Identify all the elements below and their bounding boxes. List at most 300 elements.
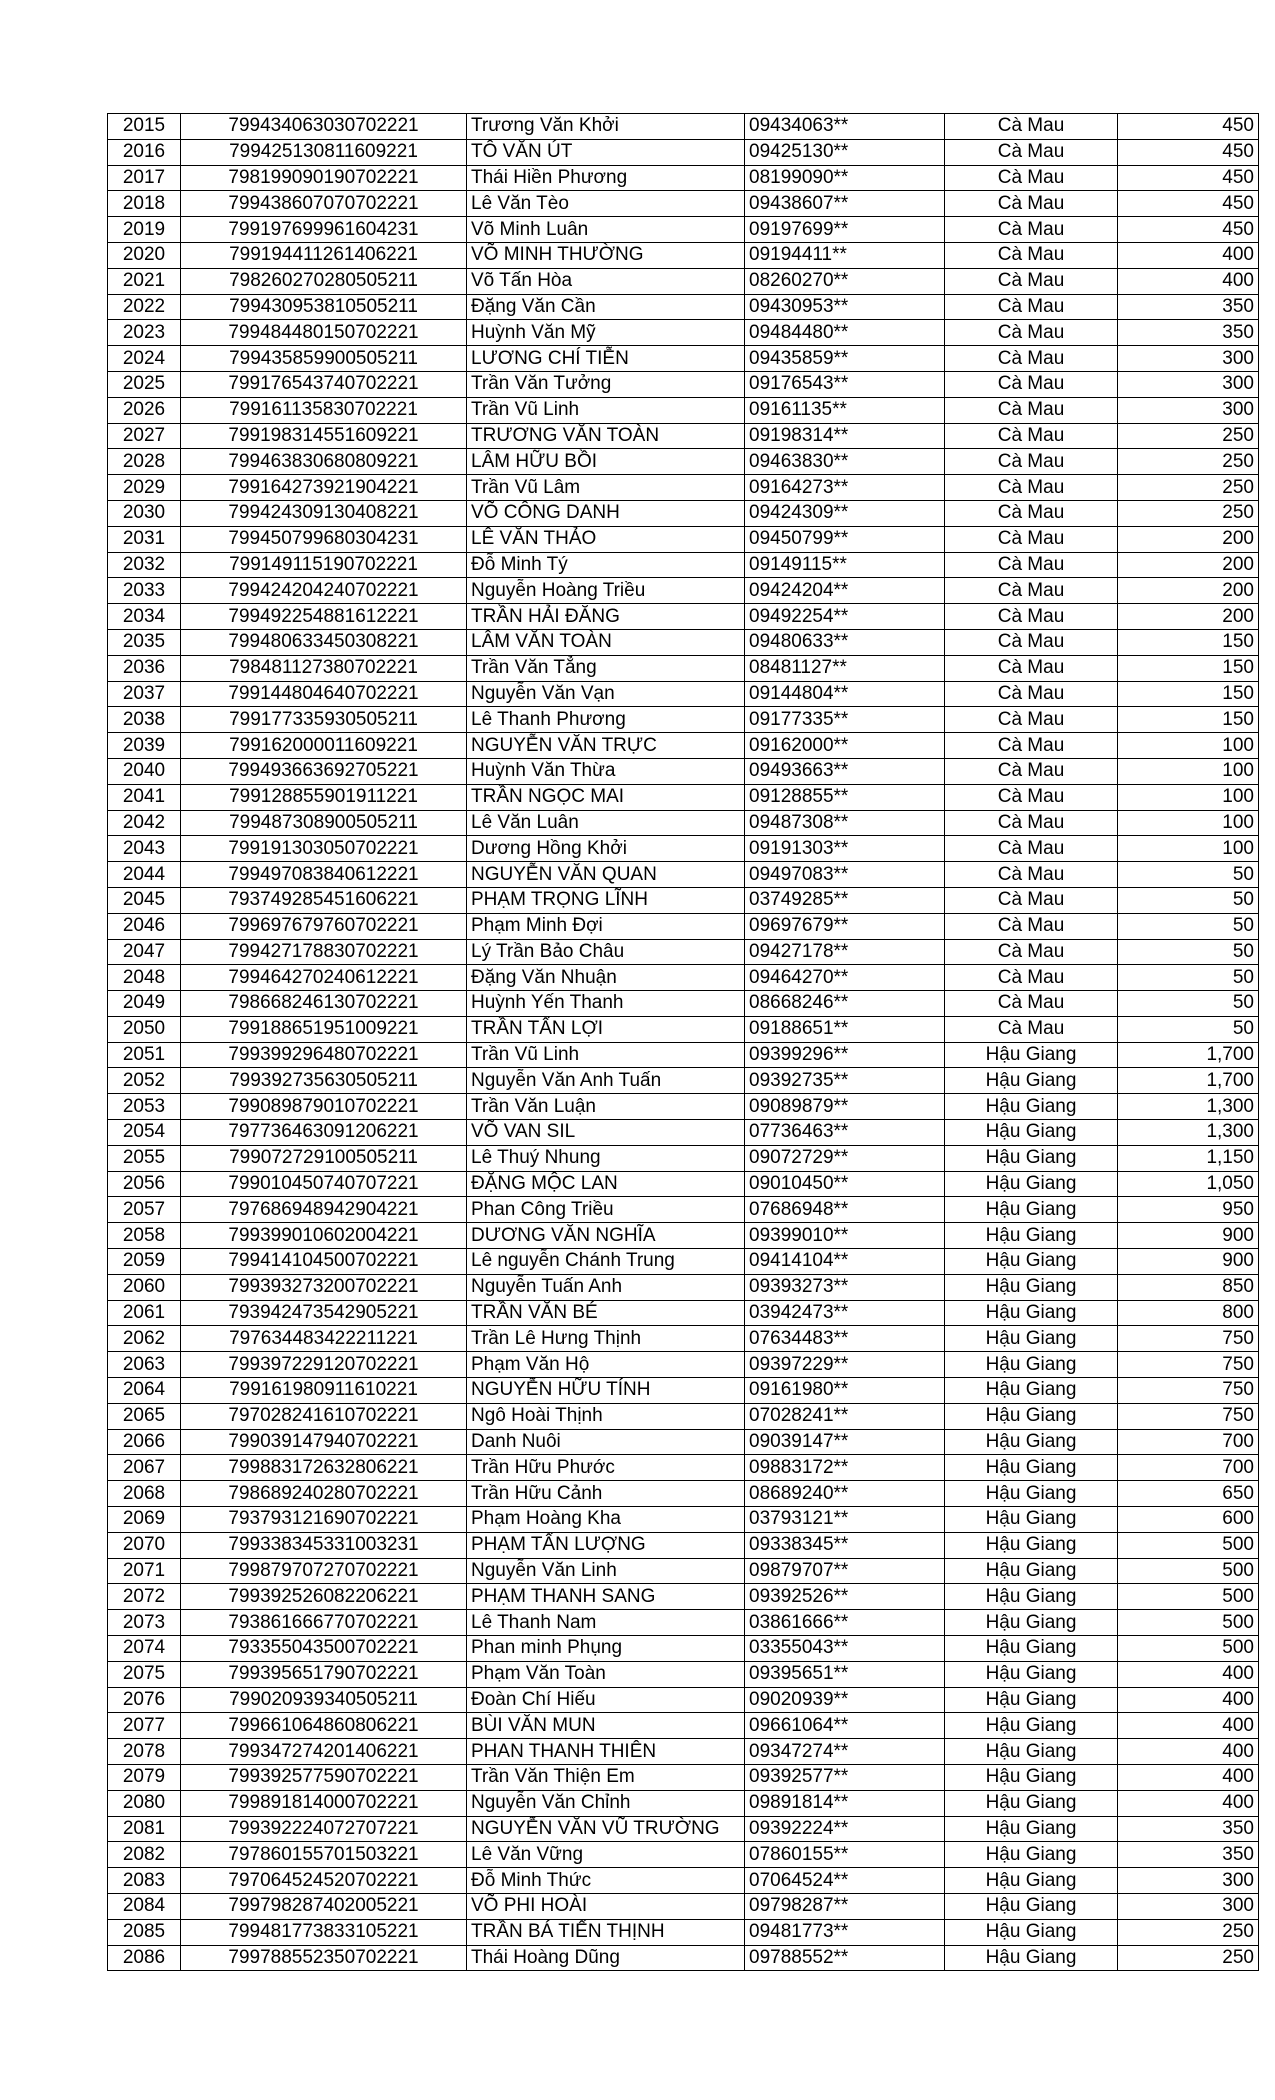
phone-cell: 09487308** bbox=[745, 810, 945, 836]
account-id-cell: 799176543740702221 bbox=[181, 371, 467, 397]
account-id-cell: 793355043500702221 bbox=[181, 1636, 467, 1662]
phone-cell: 03749285** bbox=[745, 887, 945, 913]
amount-cell: 250 bbox=[1118, 475, 1259, 501]
row-number-cell: 2023 bbox=[108, 320, 181, 346]
table-row bbox=[108, 991, 1259, 1017]
full-name-cell: Nguyễn Văn Anh Tuấn bbox=[467, 1068, 745, 1094]
phone-cell: 09697679** bbox=[745, 913, 945, 939]
amount-cell: 900 bbox=[1118, 1223, 1259, 1249]
province-cell: Cà Mau bbox=[945, 836, 1118, 862]
row-number-cell: 2061 bbox=[108, 1300, 181, 1326]
table-row bbox=[108, 655, 1259, 681]
amount-cell: 200 bbox=[1118, 578, 1259, 604]
amount-cell: 800 bbox=[1118, 1300, 1259, 1326]
table-row bbox=[108, 1893, 1259, 1919]
account-id-cell: 798481127380702221 bbox=[181, 655, 467, 681]
phone-cell: 09399010** bbox=[745, 1223, 945, 1249]
full-name-cell: Lý Trần Bảo Châu bbox=[467, 939, 745, 965]
phone-cell: 09161135** bbox=[745, 397, 945, 423]
amount-cell: 350 bbox=[1118, 1842, 1259, 1868]
account-id-cell: 799492254881612221 bbox=[181, 604, 467, 630]
row-number-cell: 2057 bbox=[108, 1197, 181, 1223]
row-number-cell: 2034 bbox=[108, 604, 181, 630]
row-number-cell: 2022 bbox=[108, 294, 181, 320]
amount-cell: 50 bbox=[1118, 913, 1259, 939]
phone-cell: 09392224** bbox=[745, 1816, 945, 1842]
row-number-cell: 2047 bbox=[108, 939, 181, 965]
row-number-cell: 2049 bbox=[108, 991, 181, 1017]
account-id-cell: 799161980911610221 bbox=[181, 1378, 467, 1404]
table-row bbox=[108, 939, 1259, 965]
amount-cell: 300 bbox=[1118, 1868, 1259, 1894]
full-name-cell: DƯƠNG VĂN NGHĨA bbox=[467, 1223, 745, 1249]
amount-cell: 450 bbox=[1118, 165, 1259, 191]
full-name-cell: Trần Vũ Lâm bbox=[467, 475, 745, 501]
full-name-cell: TÔ VĂN ÚT bbox=[467, 139, 745, 165]
amount-cell: 100 bbox=[1118, 810, 1259, 836]
province-cell: Hậu Giang bbox=[945, 1532, 1118, 1558]
table-row bbox=[108, 862, 1259, 888]
phone-cell: 09191303** bbox=[745, 836, 945, 862]
table-row bbox=[108, 836, 1259, 862]
amount-cell: 150 bbox=[1118, 707, 1259, 733]
phone-cell: 08199090** bbox=[745, 165, 945, 191]
row-number-cell: 2024 bbox=[108, 346, 181, 372]
row-number-cell: 2033 bbox=[108, 578, 181, 604]
account-id-cell: 799399296480702221 bbox=[181, 1042, 467, 1068]
full-name-cell: Trần Vũ Linh bbox=[467, 1042, 745, 1068]
province-cell: Hậu Giang bbox=[945, 1455, 1118, 1481]
full-name-cell: Trần Hữu Cảnh bbox=[467, 1481, 745, 1507]
province-cell: Cà Mau bbox=[945, 604, 1118, 630]
row-number-cell: 2066 bbox=[108, 1429, 181, 1455]
row-number-cell: 2080 bbox=[108, 1790, 181, 1816]
row-number-cell: 2077 bbox=[108, 1713, 181, 1739]
province-cell: Hậu Giang bbox=[945, 1868, 1118, 1894]
full-name-cell: PHẠM TẤN LƯỢNG bbox=[467, 1532, 745, 1558]
table-row bbox=[108, 1455, 1259, 1481]
amount-cell: 450 bbox=[1118, 114, 1259, 140]
province-cell: Hậu Giang bbox=[945, 1326, 1118, 1352]
table-row bbox=[108, 475, 1259, 501]
full-name-cell: NGUYỄN VĂN QUAN bbox=[467, 862, 745, 888]
full-name-cell: Thái Hiền Phương bbox=[467, 165, 745, 191]
account-id-cell: 799149115190702221 bbox=[181, 552, 467, 578]
row-number-cell: 2044 bbox=[108, 862, 181, 888]
province-cell: Cà Mau bbox=[945, 526, 1118, 552]
table-row bbox=[108, 1507, 1259, 1533]
full-name-cell: VÕ PHI HOÀI bbox=[467, 1893, 745, 1919]
row-number-cell: 2086 bbox=[108, 1945, 181, 1971]
amount-cell: 100 bbox=[1118, 733, 1259, 759]
row-number-cell: 2025 bbox=[108, 371, 181, 397]
row-number-cell: 2032 bbox=[108, 552, 181, 578]
phone-cell: 08689240** bbox=[745, 1481, 945, 1507]
table-row bbox=[108, 758, 1259, 784]
account-id-cell: 799191303050702221 bbox=[181, 836, 467, 862]
full-name-cell: PHAN THANH THIÊN bbox=[467, 1739, 745, 1765]
province-cell: Cà Mau bbox=[945, 991, 1118, 1017]
table-row bbox=[108, 1145, 1259, 1171]
account-id-cell: 799347274201406221 bbox=[181, 1739, 467, 1765]
full-name-cell: Huỳnh Văn Mỹ bbox=[467, 320, 745, 346]
table-row bbox=[108, 707, 1259, 733]
full-name-cell: Nguyễn Văn Linh bbox=[467, 1558, 745, 1584]
province-cell: Hậu Giang bbox=[945, 1713, 1118, 1739]
amount-cell: 100 bbox=[1118, 784, 1259, 810]
full-name-cell: Lê Văn Vững bbox=[467, 1842, 745, 1868]
table-row bbox=[108, 1945, 1259, 1971]
phone-cell: 03861666** bbox=[745, 1610, 945, 1636]
table-row bbox=[108, 1584, 1259, 1610]
amount-cell: 250 bbox=[1118, 1945, 1259, 1971]
phone-cell: 09427178** bbox=[745, 939, 945, 965]
row-number-cell: 2063 bbox=[108, 1352, 181, 1378]
account-id-cell: 799879707270702221 bbox=[181, 1558, 467, 1584]
row-number-cell: 2084 bbox=[108, 1893, 181, 1919]
amount-cell: 600 bbox=[1118, 1507, 1259, 1533]
account-id-cell: 799072729100505211 bbox=[181, 1145, 467, 1171]
amount-cell: 500 bbox=[1118, 1636, 1259, 1662]
full-name-cell: BÙI VĂN MUN bbox=[467, 1713, 745, 1739]
amount-cell: 500 bbox=[1118, 1532, 1259, 1558]
full-name-cell: Phạm Văn Toàn bbox=[467, 1661, 745, 1687]
row-number-cell: 2037 bbox=[108, 681, 181, 707]
table-row bbox=[108, 578, 1259, 604]
table-row bbox=[108, 1816, 1259, 1842]
account-id-cell: 799399010602004221 bbox=[181, 1223, 467, 1249]
table-row bbox=[108, 423, 1259, 449]
table-row bbox=[108, 500, 1259, 526]
table-row bbox=[108, 397, 1259, 423]
amount-cell: 150 bbox=[1118, 655, 1259, 681]
row-number-cell: 2030 bbox=[108, 500, 181, 526]
table-row bbox=[108, 217, 1259, 243]
account-id-cell: 799497083840612221 bbox=[181, 862, 467, 888]
account-id-cell: 799164273921904221 bbox=[181, 475, 467, 501]
amount-cell: 50 bbox=[1118, 939, 1259, 965]
table-row bbox=[108, 1094, 1259, 1120]
table-row bbox=[108, 1661, 1259, 1687]
province-cell: Hậu Giang bbox=[945, 1636, 1118, 1662]
phone-cell: 09879707** bbox=[745, 1558, 945, 1584]
province-cell: Hậu Giang bbox=[945, 1919, 1118, 1945]
row-number-cell: 2060 bbox=[108, 1274, 181, 1300]
row-number-cell: 2075 bbox=[108, 1661, 181, 1687]
amount-cell: 200 bbox=[1118, 552, 1259, 578]
row-number-cell: 2046 bbox=[108, 913, 181, 939]
table-row bbox=[108, 733, 1259, 759]
row-number-cell: 2041 bbox=[108, 784, 181, 810]
full-name-cell: LƯƠNG CHÍ TIỄN bbox=[467, 346, 745, 372]
province-cell: Cà Mau bbox=[945, 758, 1118, 784]
amount-cell: 500 bbox=[1118, 1558, 1259, 1584]
phone-cell: 07860155** bbox=[745, 1842, 945, 1868]
phone-cell: 03793121** bbox=[745, 1507, 945, 1533]
phone-cell: 09661064** bbox=[745, 1713, 945, 1739]
province-cell: Cà Mau bbox=[945, 1016, 1118, 1042]
account-id-cell: 799481773833105221 bbox=[181, 1919, 467, 1945]
account-id-cell: 793942473542905221 bbox=[181, 1300, 467, 1326]
phone-cell: 09089879** bbox=[745, 1094, 945, 1120]
phone-cell: 09493663** bbox=[745, 758, 945, 784]
table-row bbox=[108, 1919, 1259, 1945]
table-row bbox=[108, 1868, 1259, 1894]
table-row bbox=[108, 1352, 1259, 1378]
row-number-cell: 2068 bbox=[108, 1481, 181, 1507]
phone-cell: 09161980** bbox=[745, 1378, 945, 1404]
full-name-cell: VÕ MINH THƯỜNG bbox=[467, 242, 745, 268]
phone-cell: 09438607** bbox=[745, 191, 945, 217]
full-name-cell: Lê Thanh Phương bbox=[467, 707, 745, 733]
full-name-cell: Đỗ Minh Tý bbox=[467, 552, 745, 578]
phone-cell: 09194411** bbox=[745, 242, 945, 268]
account-id-cell: 799392735630505211 bbox=[181, 1068, 467, 1094]
province-cell: Cà Mau bbox=[945, 784, 1118, 810]
phone-cell: 09164273** bbox=[745, 475, 945, 501]
account-id-cell: 799424309130408221 bbox=[181, 500, 467, 526]
amount-cell: 100 bbox=[1118, 836, 1259, 862]
row-number-cell: 2036 bbox=[108, 655, 181, 681]
province-cell: Cà Mau bbox=[945, 681, 1118, 707]
row-number-cell: 2062 bbox=[108, 1326, 181, 1352]
amount-cell: 750 bbox=[1118, 1403, 1259, 1429]
amount-cell: 250 bbox=[1118, 423, 1259, 449]
account-id-cell: 799661064860806221 bbox=[181, 1713, 467, 1739]
province-cell: Cà Mau bbox=[945, 139, 1118, 165]
table-row bbox=[108, 1481, 1259, 1507]
table-row bbox=[108, 629, 1259, 655]
phone-cell: 08260270** bbox=[745, 268, 945, 294]
account-id-cell: 799393273200702221 bbox=[181, 1274, 467, 1300]
table-row bbox=[108, 1016, 1259, 1042]
table-row bbox=[108, 1610, 1259, 1636]
phone-cell: 03355043** bbox=[745, 1636, 945, 1662]
account-id-cell: 799128855901911221 bbox=[181, 784, 467, 810]
amount-cell: 100 bbox=[1118, 758, 1259, 784]
row-number-cell: 2065 bbox=[108, 1403, 181, 1429]
province-cell: Cà Mau bbox=[945, 242, 1118, 268]
full-name-cell: Trần Vũ Linh bbox=[467, 397, 745, 423]
full-name-cell: PHẠM THANH SANG bbox=[467, 1584, 745, 1610]
full-name-cell: Trần Văn Tẳng bbox=[467, 655, 745, 681]
amount-cell: 450 bbox=[1118, 217, 1259, 243]
row-number-cell: 2038 bbox=[108, 707, 181, 733]
province-cell: Cà Mau bbox=[945, 217, 1118, 243]
province-cell: Hậu Giang bbox=[945, 1481, 1118, 1507]
amount-cell: 200 bbox=[1118, 526, 1259, 552]
amount-cell: 200 bbox=[1118, 604, 1259, 630]
province-cell: Hậu Giang bbox=[945, 1094, 1118, 1120]
row-number-cell: 2073 bbox=[108, 1610, 181, 1636]
full-name-cell: Danh Nuôi bbox=[467, 1429, 745, 1455]
province-cell: Cà Mau bbox=[945, 114, 1118, 140]
phone-cell: 09128855** bbox=[745, 784, 945, 810]
account-id-cell: 799425130811609221 bbox=[181, 139, 467, 165]
amount-cell: 50 bbox=[1118, 862, 1259, 888]
phone-cell: 09484480** bbox=[745, 320, 945, 346]
province-cell: Cà Mau bbox=[945, 655, 1118, 681]
row-number-cell: 2051 bbox=[108, 1042, 181, 1068]
table-row bbox=[108, 242, 1259, 268]
row-number-cell: 2082 bbox=[108, 1842, 181, 1868]
account-id-cell: 799493663692705221 bbox=[181, 758, 467, 784]
province-cell: Cà Mau bbox=[945, 629, 1118, 655]
full-name-cell: LÂM HỮU BỒI bbox=[467, 449, 745, 475]
account-id-cell: 799414104500702221 bbox=[181, 1249, 467, 1275]
table-row bbox=[108, 191, 1259, 217]
full-name-cell: Đặng Văn Cần bbox=[467, 294, 745, 320]
province-cell: Hậu Giang bbox=[945, 1558, 1118, 1584]
amount-cell: 250 bbox=[1118, 1919, 1259, 1945]
amount-cell: 400 bbox=[1118, 1739, 1259, 1765]
amount-cell: 650 bbox=[1118, 1481, 1259, 1507]
amount-cell: 850 bbox=[1118, 1274, 1259, 1300]
table-body bbox=[108, 114, 1259, 1971]
amount-cell: 500 bbox=[1118, 1610, 1259, 1636]
row-number-cell: 2071 bbox=[108, 1558, 181, 1584]
full-name-cell: Huỳnh Yến Thanh bbox=[467, 991, 745, 1017]
amount-cell: 700 bbox=[1118, 1429, 1259, 1455]
province-cell: Cà Mau bbox=[945, 862, 1118, 888]
row-number-cell: 2015 bbox=[108, 114, 181, 140]
amount-cell: 400 bbox=[1118, 1713, 1259, 1739]
phone-cell: 09480633** bbox=[745, 629, 945, 655]
account-id-cell: 799480633450308221 bbox=[181, 629, 467, 655]
amount-cell: 1,300 bbox=[1118, 1094, 1259, 1120]
row-number-cell: 2018 bbox=[108, 191, 181, 217]
province-cell: Hậu Giang bbox=[945, 1842, 1118, 1868]
phone-cell: 09188651** bbox=[745, 1016, 945, 1042]
row-number-cell: 2048 bbox=[108, 965, 181, 991]
amount-cell: 350 bbox=[1118, 320, 1259, 346]
account-id-cell: 798689240280702221 bbox=[181, 1481, 467, 1507]
full-name-cell: Võ Tấn Hòa bbox=[467, 268, 745, 294]
amount-cell: 450 bbox=[1118, 139, 1259, 165]
row-number-cell: 2079 bbox=[108, 1765, 181, 1791]
table-row bbox=[108, 1687, 1259, 1713]
phone-cell: 03942473** bbox=[745, 1300, 945, 1326]
row-number-cell: 2027 bbox=[108, 423, 181, 449]
account-id-cell: 799177335930505211 bbox=[181, 707, 467, 733]
account-id-cell: 797064524520702221 bbox=[181, 1868, 467, 1894]
full-name-cell: Lê nguyễn Chánh Trung bbox=[467, 1249, 745, 1275]
row-number-cell: 2053 bbox=[108, 1094, 181, 1120]
row-number-cell: 2042 bbox=[108, 810, 181, 836]
full-name-cell: Trần Văn Thiện Em bbox=[467, 1765, 745, 1791]
province-cell: Hậu Giang bbox=[945, 1249, 1118, 1275]
full-name-cell: Huỳnh Văn Thừa bbox=[467, 758, 745, 784]
table-row bbox=[108, 268, 1259, 294]
account-id-cell: 799430953810505211 bbox=[181, 294, 467, 320]
province-cell: Hậu Giang bbox=[945, 1274, 1118, 1300]
full-name-cell: TRẦN VĂN BÉ bbox=[467, 1300, 745, 1326]
data-table bbox=[107, 113, 1259, 1971]
phone-cell: 09010450** bbox=[745, 1171, 945, 1197]
province-cell: Hậu Giang bbox=[945, 1687, 1118, 1713]
phone-cell: 09397229** bbox=[745, 1352, 945, 1378]
table-row bbox=[108, 604, 1259, 630]
full-name-cell: Lê Văn Luân bbox=[467, 810, 745, 836]
full-name-cell: NGUYỄN HỮU TÍNH bbox=[467, 1378, 745, 1404]
province-cell: Cà Mau bbox=[945, 449, 1118, 475]
account-id-cell: 797860155701503221 bbox=[181, 1842, 467, 1868]
table-row bbox=[108, 1739, 1259, 1765]
table-row bbox=[108, 526, 1259, 552]
phone-cell: 09463830** bbox=[745, 449, 945, 475]
phone-cell: 09788552** bbox=[745, 1945, 945, 1971]
row-number-cell: 2072 bbox=[108, 1584, 181, 1610]
amount-cell: 1,700 bbox=[1118, 1042, 1259, 1068]
amount-cell: 700 bbox=[1118, 1455, 1259, 1481]
province-cell: Cà Mau bbox=[945, 939, 1118, 965]
full-name-cell: Đoàn Chí Hiếu bbox=[467, 1687, 745, 1713]
province-cell: Hậu Giang bbox=[945, 1300, 1118, 1326]
account-id-cell: 797736463091206221 bbox=[181, 1120, 467, 1146]
account-id-cell: 799424204240702221 bbox=[181, 578, 467, 604]
province-cell: Cà Mau bbox=[945, 810, 1118, 836]
amount-cell: 250 bbox=[1118, 449, 1259, 475]
row-number-cell: 2021 bbox=[108, 268, 181, 294]
table-row bbox=[108, 294, 1259, 320]
phone-cell: 09393273** bbox=[745, 1274, 945, 1300]
full-name-cell: Nguyễn Tuấn Anh bbox=[467, 1274, 745, 1300]
province-cell: Cà Mau bbox=[945, 887, 1118, 913]
row-number-cell: 2056 bbox=[108, 1171, 181, 1197]
row-number-cell: 2058 bbox=[108, 1223, 181, 1249]
amount-cell: 750 bbox=[1118, 1326, 1259, 1352]
amount-cell: 1,300 bbox=[1118, 1120, 1259, 1146]
amount-cell: 750 bbox=[1118, 1378, 1259, 1404]
province-cell: Hậu Giang bbox=[945, 1429, 1118, 1455]
row-number-cell: 2067 bbox=[108, 1455, 181, 1481]
province-cell: Hậu Giang bbox=[945, 1042, 1118, 1068]
province-cell: Cà Mau bbox=[945, 320, 1118, 346]
phone-cell: 09392577** bbox=[745, 1765, 945, 1791]
table-row bbox=[108, 810, 1259, 836]
table-row bbox=[108, 1765, 1259, 1791]
account-id-cell: 799434063030702221 bbox=[181, 114, 467, 140]
row-number-cell: 2083 bbox=[108, 1868, 181, 1894]
amount-cell: 50 bbox=[1118, 887, 1259, 913]
province-cell: Cà Mau bbox=[945, 733, 1118, 759]
full-name-cell: Trần Lê Hưng Thịnh bbox=[467, 1326, 745, 1352]
province-cell: Hậu Giang bbox=[945, 1223, 1118, 1249]
account-id-cell: 799197699961604231 bbox=[181, 217, 467, 243]
account-id-cell: 799392224072707221 bbox=[181, 1816, 467, 1842]
table-row bbox=[108, 371, 1259, 397]
province-cell: Cà Mau bbox=[945, 965, 1118, 991]
phone-cell: 09481773** bbox=[745, 1919, 945, 1945]
table-row bbox=[108, 1197, 1259, 1223]
table-row bbox=[108, 913, 1259, 939]
full-name-cell: Trần Văn Luận bbox=[467, 1094, 745, 1120]
phone-cell: 09798287** bbox=[745, 1893, 945, 1919]
account-id-cell: 799697679760702221 bbox=[181, 913, 467, 939]
account-id-cell: 799089879010702221 bbox=[181, 1094, 467, 1120]
account-id-cell: 798199090190702221 bbox=[181, 165, 467, 191]
amount-cell: 300 bbox=[1118, 1893, 1259, 1919]
phone-cell: 09424204** bbox=[745, 578, 945, 604]
account-id-cell: 799883172632806221 bbox=[181, 1455, 467, 1481]
province-cell: Hậu Giang bbox=[945, 1893, 1118, 1919]
full-name-cell: Trương Văn Khởi bbox=[467, 114, 745, 140]
row-number-cell: 2085 bbox=[108, 1919, 181, 1945]
province-cell: Cà Mau bbox=[945, 500, 1118, 526]
account-id-cell: 799464270240612221 bbox=[181, 965, 467, 991]
phone-cell: 07064524** bbox=[745, 1868, 945, 1894]
account-id-cell: 799435859900505211 bbox=[181, 346, 467, 372]
